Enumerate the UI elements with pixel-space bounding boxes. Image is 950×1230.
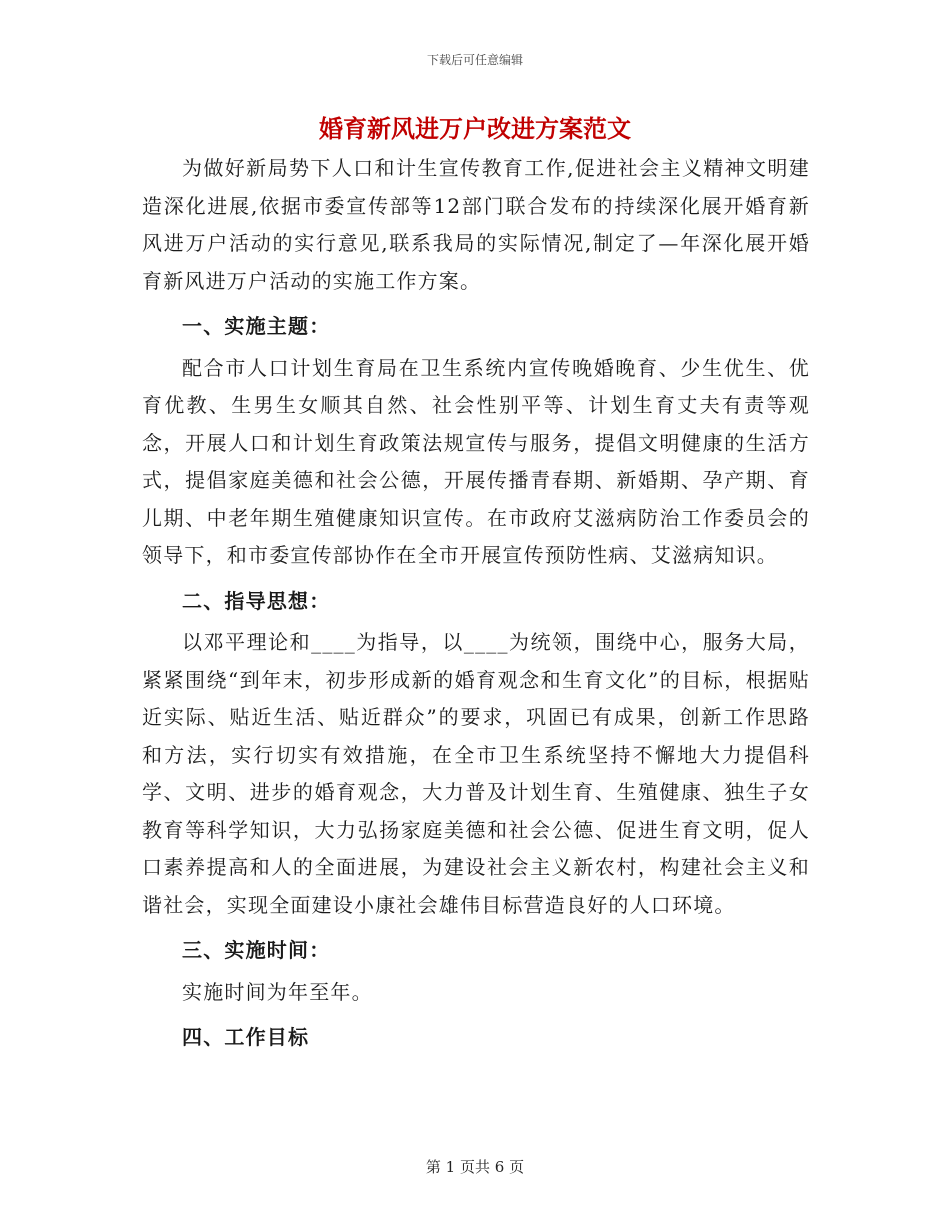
section-heading-theme: 一、实施主题： xyxy=(182,314,331,338)
section-body-guiding-ideology: 以邓平理论和____为指导，以____为统领，围绕中心，服务大局，紧紧围绕“到年末，初步形成新的婚育观念和生育文化”的目标，根据贴近实际、贴近生活、贴近群众”的要求，巩固已有成果，创新工作思路和方法，实行切实有效措施，在全市卫生系统坚持不懈地大力提倡科学、文明、进步的婚育观念，大力普及计划生育、生殖健康、独生子女教育等科学知识，大力弘扬家庭美德和社会公德、促进生育文明，促人口素养提高和人的全面进展，为建设社会主义新农村，构建社会主义和谐社会，实现全面建设小康社会雄伟目标营造良好的人口环境。 xyxy=(142,630,810,917)
section-heading-schedule: 三、实施时间： xyxy=(182,938,331,962)
document-title: 婚育新风进万户改进方案范文 xyxy=(319,114,631,143)
page-header-note: 下载后可任意编辑 xyxy=(426,53,523,67)
document-body xyxy=(142,150,810,1061)
section-body-theme: 配合市人口计划生育局在卫生系统内宣传晚婚晚育、少生优生、优育优教、生男生女顺其自然、社会性别平等、计划生育丈夫有责等观念，开展人口和计划生育政策法规宣传与服务，提倡文明健康的生活方式，提倡家庭美德和社会公德，开展传播青春期、新婚期、孕产期、育儿期、中老年期生殖健康知识宣传。在市政府艾滋病防治工作委员会的领导下，和市委宣传部协作在全市开展宣传预防性病、艾滋病知识。 xyxy=(142,355,810,567)
section-heading-goals: 四、工作目标 xyxy=(182,1025,310,1049)
section-body-schedule: 实施时间为年至年。 xyxy=(182,979,373,1004)
intro-paragraph: 为做好新局势下人口和计生宣传教育工作,促进社会主义精神文明建造深化进展,依据市委宣传部等12部门联合发布的持续深化展开婚育新风进万户活动的实行意见,联系我局的实际情况,制定了—年深化展开婚育新风进万户活动的实施工作方案。 xyxy=(142,156,810,293)
section-heading-guiding-ideology: 二、指导思想： xyxy=(182,588,331,613)
page-number: 第 1 页共 6 页 xyxy=(425,1158,525,1176)
